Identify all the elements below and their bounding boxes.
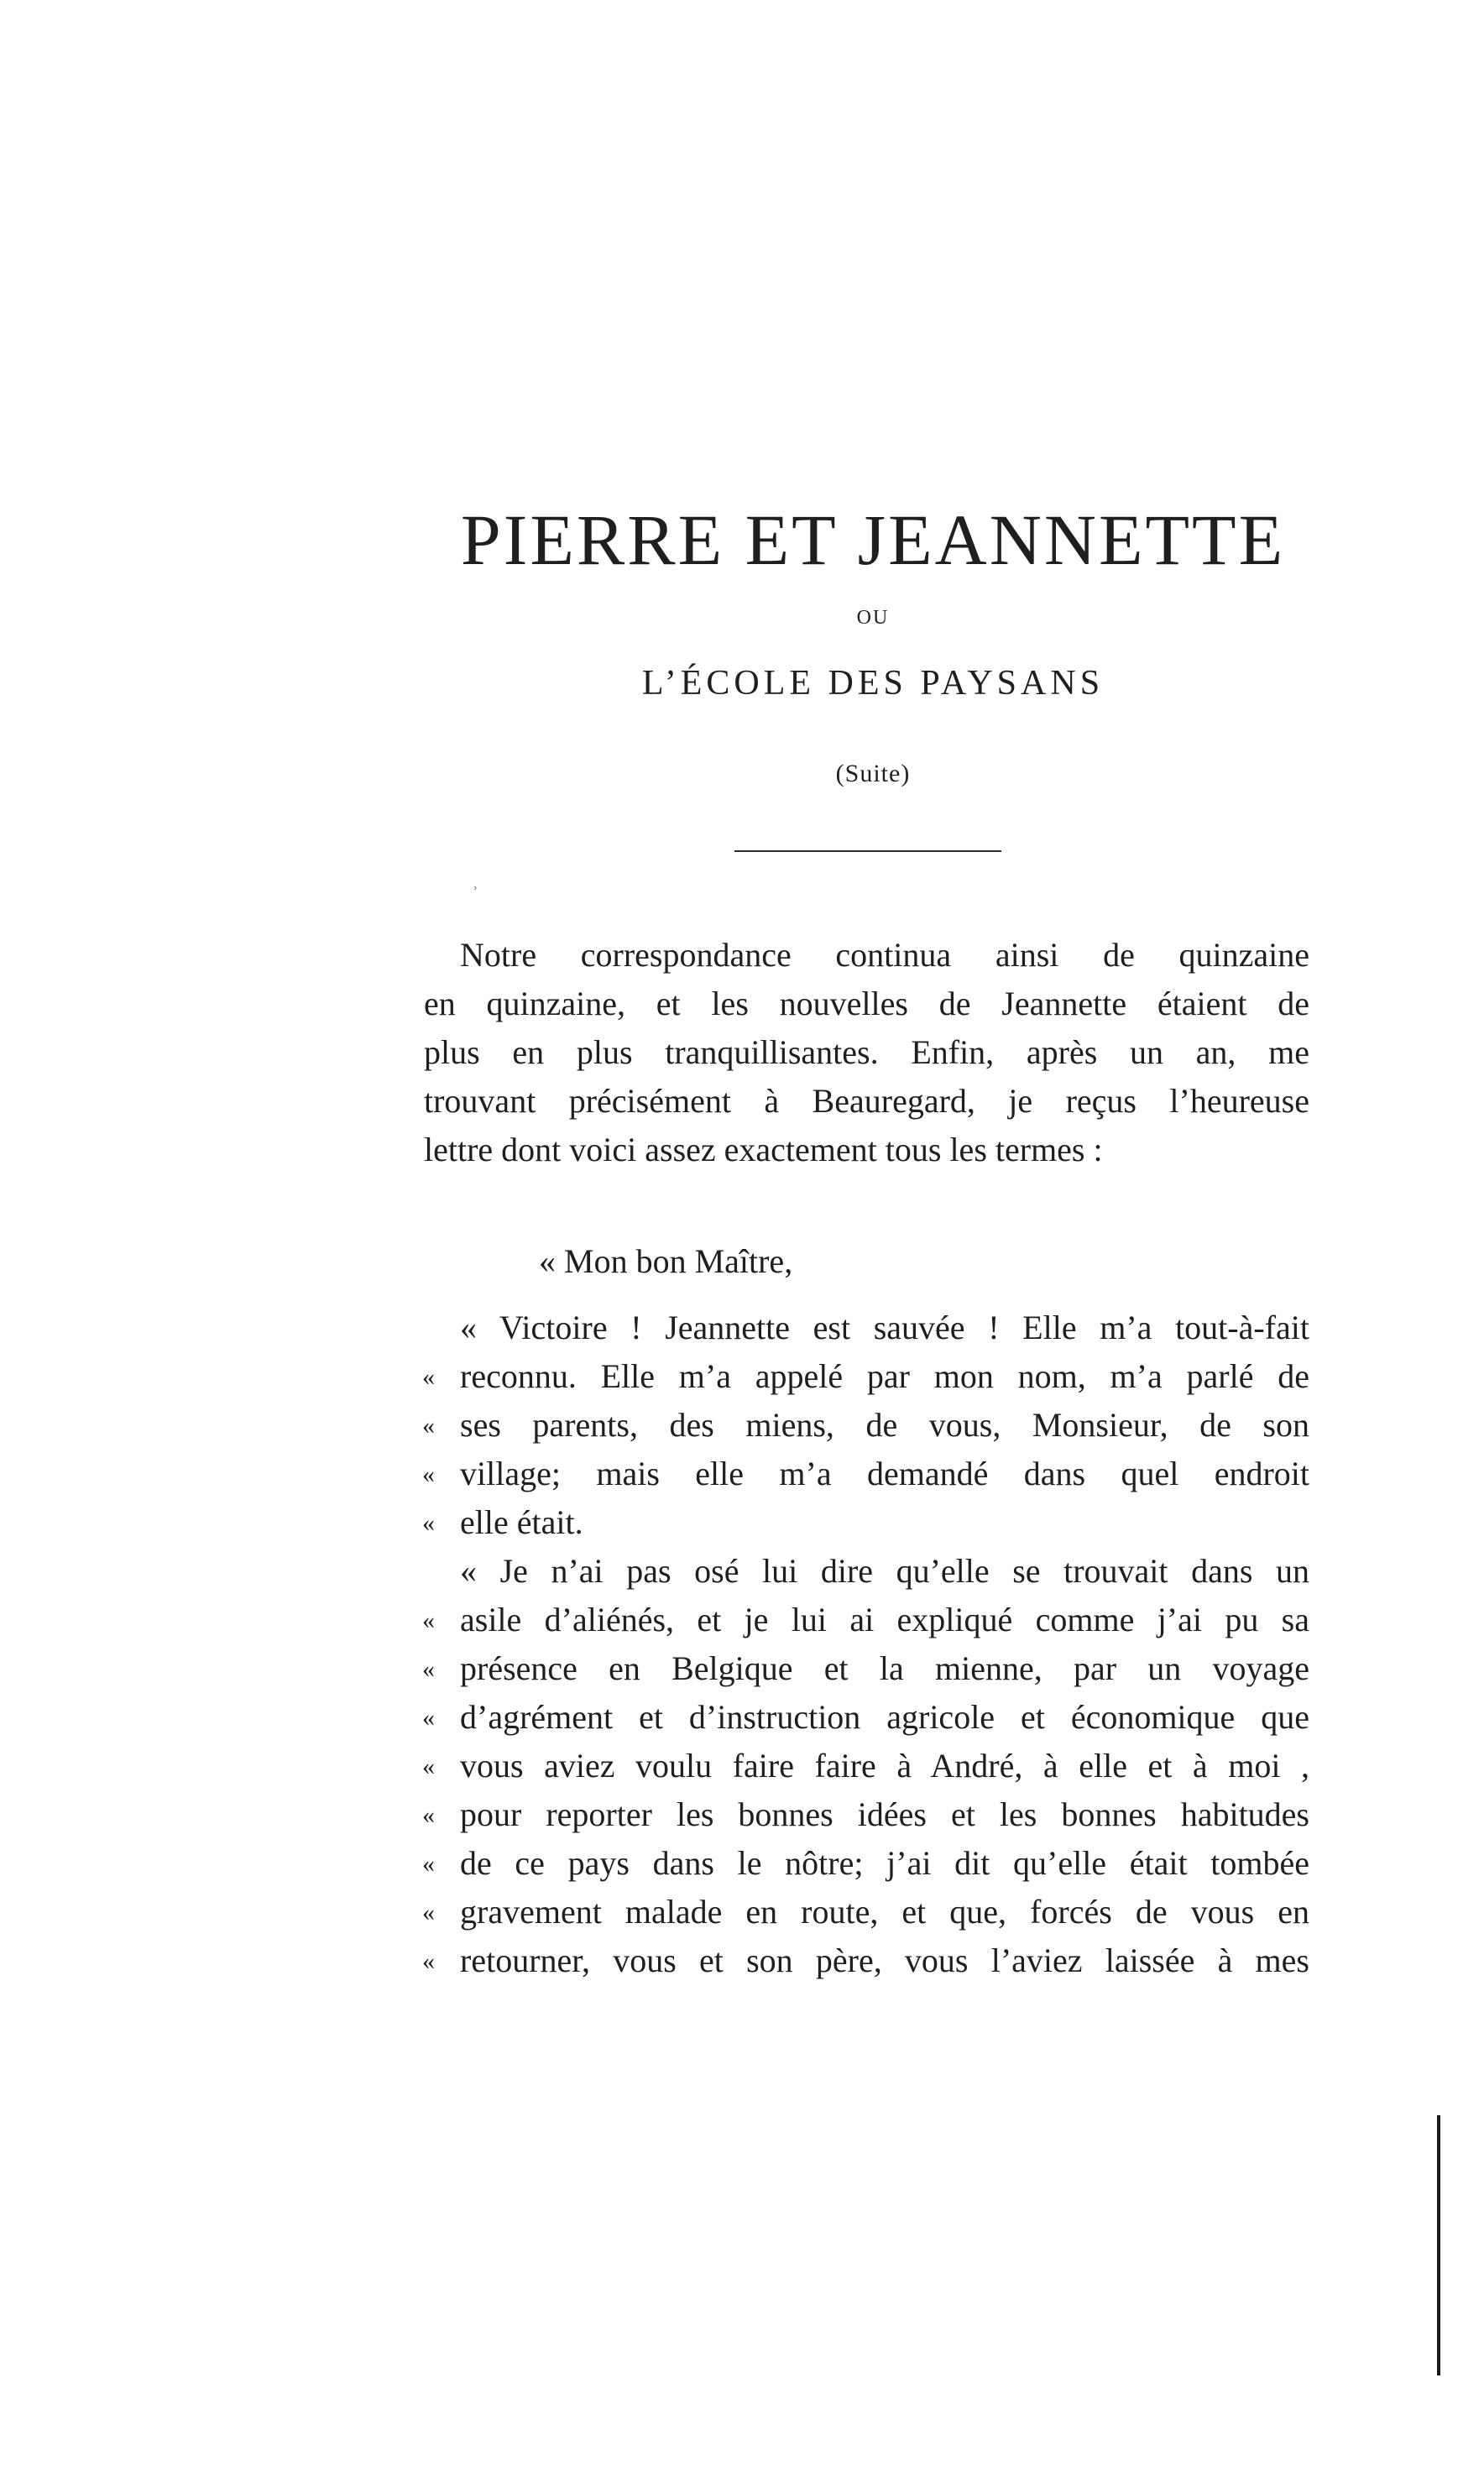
letter-salutation: « Mon bon Maître, bbox=[539, 1242, 793, 1280]
text-line: lettre dont voici assez exactement tous les termes : bbox=[424, 1131, 1103, 1168]
quoted-line: d’agrément et d’instruction agricole et économique que bbox=[460, 1698, 1309, 1736]
quote-mark: « bbox=[422, 1655, 435, 1683]
quote-mark: « bbox=[422, 1899, 435, 1926]
text-line: trouvant précisément à Beauregard, je reçus l’heureuse bbox=[424, 1082, 1309, 1120]
quoted-line: elle était. bbox=[460, 1503, 583, 1541]
quote-mark: « bbox=[422, 1704, 435, 1732]
quoted-line: village; mais elle m’a demandé dans quel endroit bbox=[460, 1455, 1309, 1492]
quoted-line: gravement malade en route, et que, forcés de vous en bbox=[460, 1893, 1309, 1931]
title-connector: OU bbox=[856, 607, 890, 629]
continuation-note: (Suite) bbox=[835, 760, 911, 787]
quoted-line: de ce pays dans le nôtre; j’ai dit qu’elle était tombée bbox=[460, 1844, 1309, 1882]
quoted-line: pour reporter les bonnes idées et les bonnes habitudes bbox=[460, 1795, 1309, 1833]
text-line: en quinzaine, et les nouvelles de Jeannette étaient de bbox=[424, 985, 1309, 1022]
quoted-line: « Je n’ai pas osé lui dire qu’elle se trouvait dans un bbox=[460, 1552, 1309, 1590]
quote-mark: « bbox=[422, 1509, 435, 1537]
quoted-line: reconnu. Elle m’a appelé par mon nom, m’a parlé de bbox=[460, 1357, 1309, 1395]
chapter-title: PIERRE ET JEANNETTE bbox=[460, 499, 1286, 580]
ink-speck: ˒ bbox=[473, 876, 478, 895]
quote-mark: « bbox=[422, 1753, 435, 1780]
quoted-line: asile d’aliénés, et je lui ai expliqué comme j’ai pu sa bbox=[460, 1601, 1309, 1638]
quoted-line: ses parents, des miens, de vous, Monsieur, de son bbox=[460, 1406, 1309, 1444]
chapter-subtitle: L’ÉCOLE DES PAYSANS bbox=[641, 664, 1105, 703]
quote-mark: « bbox=[422, 1801, 435, 1829]
text-line: Notre correspondance continua ainsi de quinzaine bbox=[460, 936, 1309, 974]
scan-margin-bar bbox=[1437, 2115, 1440, 2375]
section-divider bbox=[734, 850, 1001, 852]
quoted-line: « Victoire ! Jeannette est sauvée ! Elle m’a tout-à-fait bbox=[460, 1309, 1309, 1346]
quote-mark: « bbox=[422, 1947, 435, 1975]
quoted-line: vous aviez voulu faire faire à André, à elle et à moi , bbox=[460, 1747, 1309, 1785]
text-line: plus en plus tranquillisantes. Enfin, après un an, me bbox=[424, 1033, 1309, 1071]
quote-mark: « bbox=[422, 1363, 435, 1391]
quote-mark: « bbox=[422, 1461, 435, 1488]
quote-mark: « bbox=[422, 1850, 435, 1878]
quoted-line: présence en Belgique et la mienne, par un voyage bbox=[460, 1649, 1309, 1687]
quoted-line: retourner, vous et son père, vous l’aviez laissée à mes bbox=[460, 1941, 1309, 1979]
quote-mark: « bbox=[422, 1412, 435, 1440]
quote-mark: « bbox=[422, 1607, 435, 1634]
